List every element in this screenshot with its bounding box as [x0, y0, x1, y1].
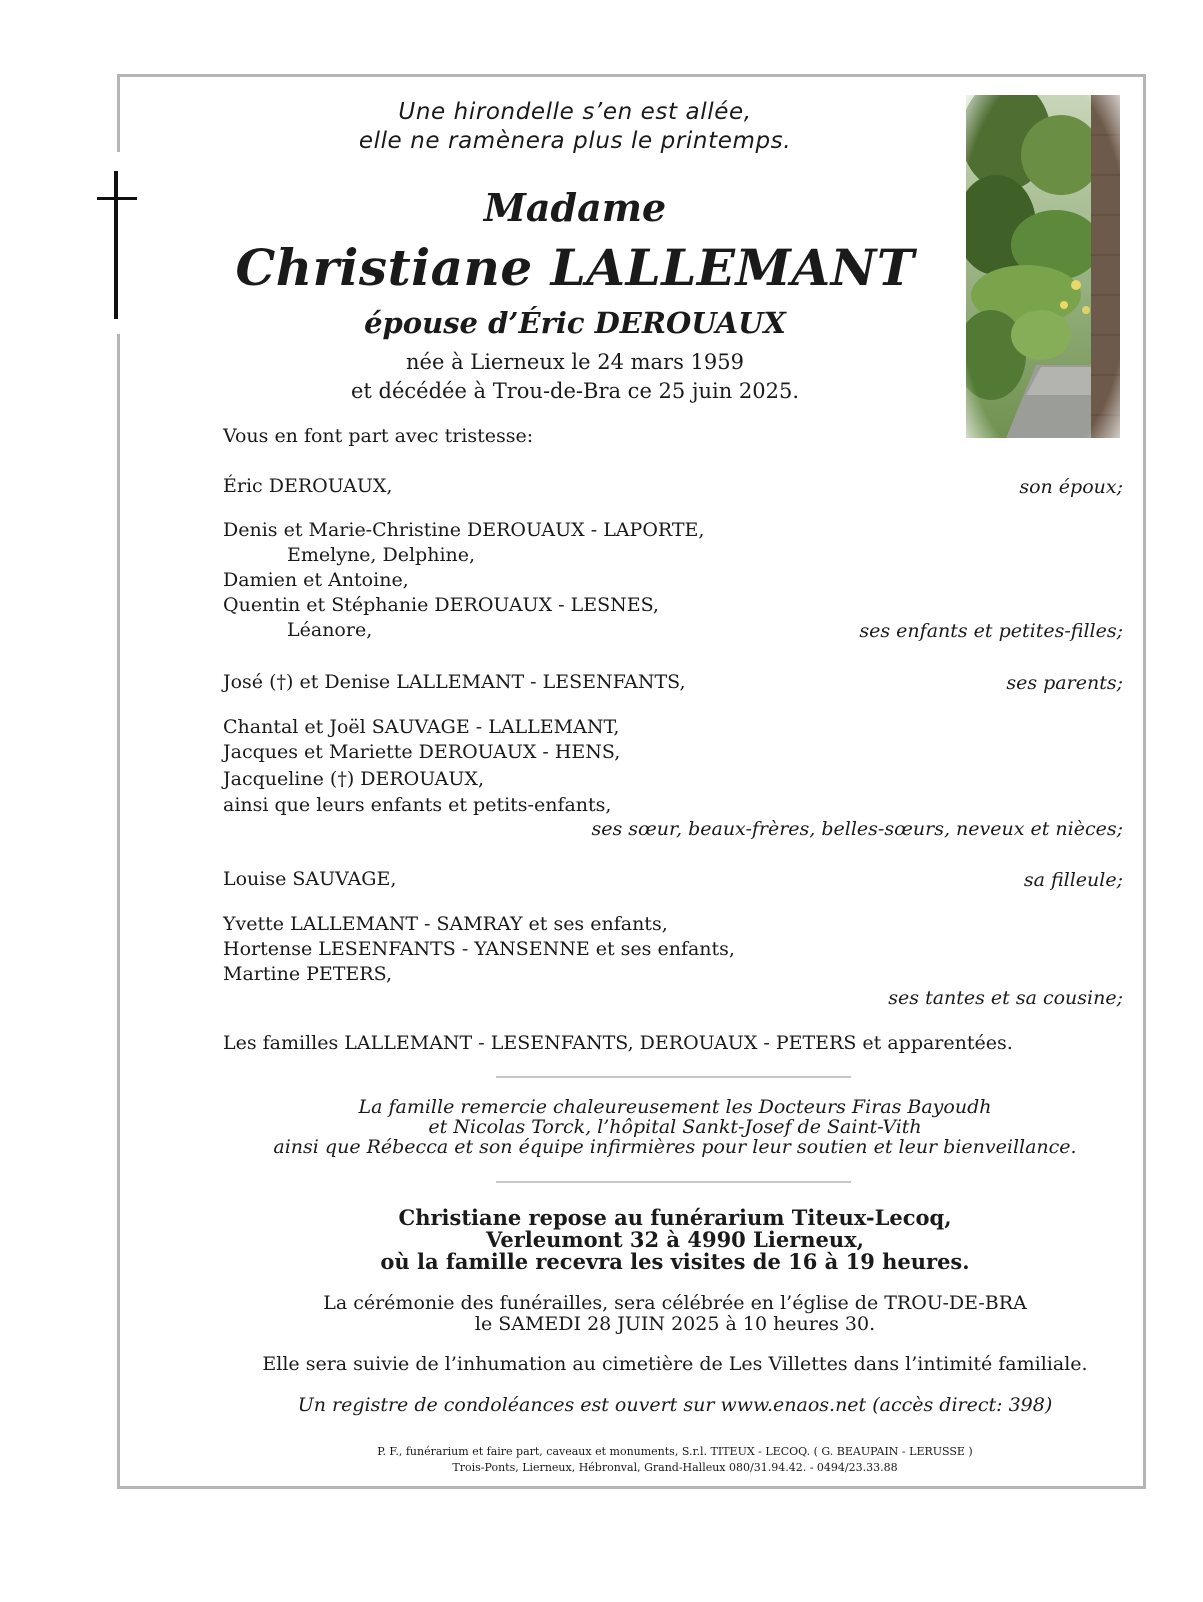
quote-line-2: elle ne ramènera plus le printemps.	[358, 128, 792, 154]
family-line: Emelyne, Delphine,	[287, 544, 476, 566]
ceremony-line-2: le SAMEDI 28 JUIN 2025 à 10 heures 30.	[474, 1313, 876, 1335]
thanks-block	[180, 1097, 1170, 1157]
visitation-line-2: Verleumont 32 à 4990 Lierneux,	[485, 1227, 864, 1252]
family-line: Léanore,	[287, 619, 373, 641]
burial-text: Elle sera suivie de l’inhumation au cimetière de Les Villettes dans l’intimité familiale.	[262, 1353, 1088, 1375]
divider	[496, 1181, 851, 1183]
ceremony-line-1: La cérémonie des funérailles, sera célébrée en l’église de TROU-DE-BRA	[323, 1292, 1027, 1314]
family-line: Martine PETERS,	[223, 963, 392, 985]
family-line: Chantal et Joël SAUVAGE - LALLEMANT,	[223, 716, 620, 738]
spouse-line: épouse d’Éric DEROUAUX	[364, 306, 786, 340]
family-line: Éric DEROUAUX,	[223, 475, 393, 497]
relation-label: ses enfants et petites-filles;	[859, 620, 1123, 642]
family-line: Louise SAUVAGE,	[223, 868, 397, 890]
footer-line-2: Trois-Ponts, Lierneux, Hébronval, Grand-Halleux 080/31.94.42. - 0494/23.33.88	[452, 1461, 898, 1474]
thanks-line-3: ainsi que Rébecca et son équipe infirmières pour leur soutien et leur bienveillance.	[273, 1136, 1077, 1158]
divider	[496, 1076, 851, 1078]
garden-photo	[966, 95, 1120, 438]
footer-line-1: P. F., funérarium et faire part, caveaux et monuments, S.r.l. TITEUX - LECOQ. ( G. BEAUPAIN - LERUSSE )	[377, 1445, 973, 1458]
family-line: Denis et Marie-Christine DEROUAUX - LAPORTE,	[223, 519, 705, 541]
visitation-line-1: Christiane repose au funérarium Titeux-Lecoq,	[398, 1205, 952, 1230]
family-line: Jacqueline (†) DEROUAUX,	[223, 768, 484, 790]
relation-label: ses tantes et sa cousine;	[888, 987, 1123, 1009]
visitation-line-3: où la famille recevra les visites de 16 à 19 heures.	[380, 1249, 970, 1274]
footer	[180, 1444, 1170, 1476]
deceased-name: Christiane LALLEMANT	[235, 238, 915, 297]
visitation-block	[180, 1207, 1170, 1273]
family-line: José (†) et Denise LALLEMANT - LESENFANTS,	[223, 671, 686, 693]
ceremony-block	[180, 1293, 1170, 1335]
birth-line: née à Lierneux le 24 mars 1959	[406, 350, 744, 374]
family-line: ainsi que leurs enfants et petits-enfants,	[223, 794, 612, 816]
quote-line-1: Une hirondelle s’en est allée,	[398, 99, 752, 125]
relation-label: ses sœur, beaux-frères, belles-sœurs, neveux et nièces;	[591, 818, 1123, 840]
family-line: Hortense LESENFANTS - YANSENNE et ses enfants,	[223, 938, 735, 960]
thanks-line-2: et Nicolas Torck, l’hôpital Sankt-Josef de Saint-Vith	[428, 1116, 922, 1138]
thanks-line-1: La famille remercie chaleureusement les Docteurs Firas Bayoudh	[358, 1096, 992, 1118]
family-line: Jacques et Mariette DEROUAUX - HENS,	[223, 741, 621, 763]
death-line: et décédée à Trou-de-Bra ce 25 juin 2025.	[350, 379, 800, 403]
relation-label: sa filleule;	[1023, 869, 1123, 891]
relation-label: son époux;	[1019, 476, 1123, 498]
family-line: Les familles LALLEMANT - LESENFANTS, DEROUAUX - PETERS et apparentées.	[223, 1032, 1013, 1054]
family-line: Quentin et Stéphanie DEROUAUX - LESNES,	[223, 594, 659, 616]
epitaph-quote	[180, 98, 970, 156]
title: Madame	[483, 185, 667, 230]
family-line: Damien et Antoine,	[223, 569, 409, 591]
registry-text: Un registre de condoléances est ouvert sur www.enaos.net (accès direct: 398)	[297, 1394, 1053, 1416]
dates-block	[180, 348, 970, 406]
family-line: Yvette LALLEMANT - SAMRAY et ses enfants,	[223, 913, 668, 935]
intro-text: Vous en font part avec tristesse:	[223, 425, 534, 447]
relation-label: ses parents;	[1006, 672, 1123, 694]
